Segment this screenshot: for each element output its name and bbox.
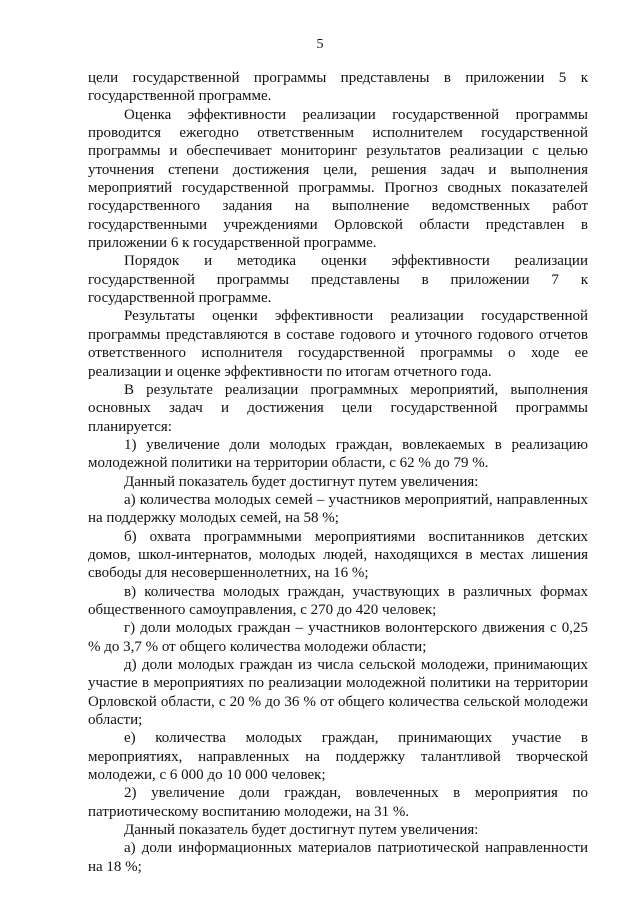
page-number: 5 [316, 37, 324, 52]
document-body [88, 69, 588, 876]
list-item-a: а) количества молодых семей – участников мероприятий, направленных на поддержку молодых семей, на 58 %; [88, 491, 588, 527]
paragraph-indicator-achieved-2: Данный показатель будет достигнут путем увеличения: [124, 822, 479, 839]
paragraph-methodology: Порядок и методика оценки эффективности реализации государственной программы представлены в приложении 7 к государственной программе. [88, 253, 588, 307]
list-item-b: б) охвата программными мероприятиями воспитанников детских домов, школ-интернатов, молодых людей, находящихся в местах лишения свободы для несовершеннолетних, на 16 %; [88, 528, 588, 582]
paragraph-planned-results-intro: В результате реализации программных мероприятий, выполнения основных задач и достижения цели государственной программы планируется: [88, 381, 588, 435]
list-item-a-2: а) доли информационных материалов патриотической направленности на 18 %; [88, 840, 588, 875]
list-item-1: 1) увеличение доли молодых граждан, вовлекаемых в реализацию молодежной политики на территории области, с 62 % до 79 %. [88, 436, 588, 472]
list-item-e: е) количества молодых граждан, принимающих участие в мероприятиях, направленных на поддержку талантливой творческой молодежи, с 6 000 до 10 000 человек; [88, 730, 588, 784]
list-item-2: 2) увеличение доли граждан, вовлеченных в мероприятия по патриотическому воспитанию молодежи, на 31 %. [88, 785, 588, 820]
paragraph-goal-indicators: цели государственной программы представлены в приложении 5 к государственной программе. [88, 70, 588, 105]
list-item-v: в) количества молодых граждан, участвующих в различных формах общественного самоуправления, с 270 до 420 человек; [88, 583, 588, 618]
list-item-d: д) доли молодых граждан из числа сельской молодежи, принимающих участие в мероприятиях по реализации молодежной политики на территории Орловской области, с 20 % до 36 % от общего количества сельской молодежи области; [88, 657, 588, 729]
paragraph-efficiency-assessment: Оценка эффективности реализации государственной программы проводится ежегодно ответственным исполнителем государственной программы и обеспечивает мониторинг результатов реализации с целью уточнения степени достижения цели, решения задач и выполнения мероприятий государственной программы. Прогноз сводных показателей государственного задания на выполнение ведомственных работ государственными учреждениями Орловской области представлен в приложении 6 к государственной программе. [88, 106, 588, 252]
paragraph-assessment-results: Результаты оценки эффективности реализации государственной программы представляются в составе годового и уточного годового отчетов ответственного исполнителя государственной программы о ходе ее реализации и оценке эффективности по итогам отчетного года. [88, 308, 588, 380]
list-item-g: г) доли молодых граждан – участников волонтерского движения с 0,25 % до 3,7 % от общего количества молодежи области; [88, 620, 588, 655]
paragraph-indicator-achieved: Данный показатель будет достигнут путем увеличения: [124, 473, 479, 490]
